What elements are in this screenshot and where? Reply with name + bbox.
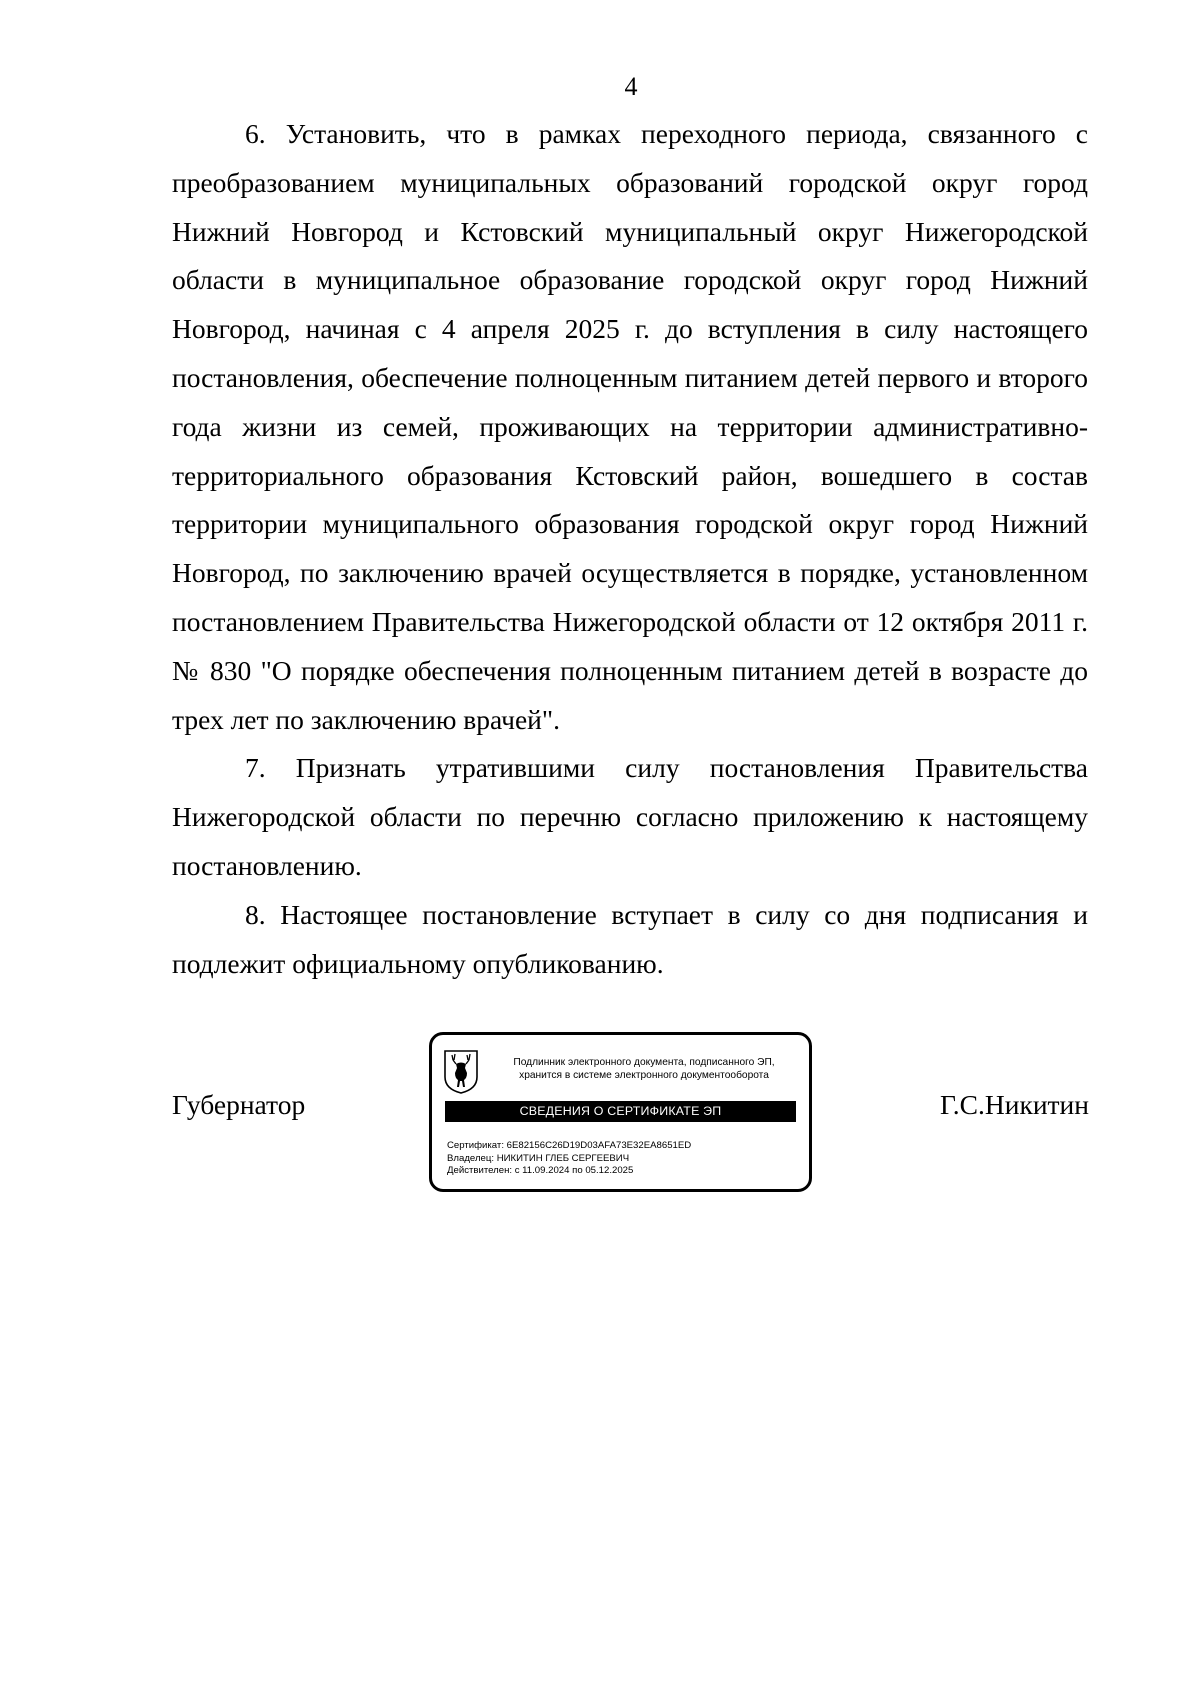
certificate-number: Сертификат: 6E82156C26D19D03AFA73E32EA8651ED bbox=[447, 1140, 692, 1151]
coat-of-arms-icon bbox=[443, 1049, 479, 1095]
stamp-note-line: хранится в системе электронного документооборота bbox=[519, 1070, 769, 1081]
page-number: 4 bbox=[624, 72, 638, 101]
document-body bbox=[172, 110, 1088, 988]
certificate-owner: Владелец: НИКИТИН ГЛЕБ СЕРГЕЕВИЧ bbox=[447, 1152, 630, 1164]
paragraph-item-8: 8. Настоящее постановление вступает в силу со дня подписания и подлежит официальному опубликованию. bbox=[172, 898, 1088, 979]
signature-block bbox=[0, 1032, 1200, 1222]
paragraph-item-6: 6. Установить, что в рамках переходного периода, связанного с преобразованием муниципальных образований городской округ город Нижний Новгород и Кстовский муниципальный округ Нижегородской области в муниципальное образование городской округ город Нижний Новгород, начиная с 4 апреля 2025 г. до вступления в силу настоящего постановления, обеспечение полноценным питанием детей первого и второго года жизни из семей, проживающих на территории административно-территориального образования Кстовский район, вошедшего в состав территории муниципального образования городской округ город Нижний Новгород, по заключению врачей осуществляется в порядке, установленном постановлением Правительства Нижегородской области от 12 октября 2011 г. № 830 "О порядке обеспечения полноценным питанием детей в возрасте до трех лет по заключению врачей". bbox=[172, 118, 1088, 735]
signatory-title: Губернатор bbox=[172, 1089, 306, 1120]
paragraph-item-7: 7. Признать утратившими силу постановления Правительства Нижегородской области по перечню согласно приложению к настоящему постановлению. bbox=[172, 752, 1088, 881]
stamp-note-line: Подлинник электронного документа, подписанного ЭП, bbox=[513, 1057, 775, 1068]
stamp-header: СВЕДЕНИЯ О СЕРТИФИКАТЕ ЭП bbox=[445, 1101, 796, 1122]
electronic-signature-stamp bbox=[429, 1032, 812, 1192]
signatory-name: Г.С.Никитин bbox=[940, 1089, 1089, 1120]
certificate-validity: Действителен: с 11.09.2024 по 05.12.2025 bbox=[447, 1165, 634, 1176]
certificate-details bbox=[447, 1140, 797, 1178]
stamp-note bbox=[490, 1056, 798, 1082]
